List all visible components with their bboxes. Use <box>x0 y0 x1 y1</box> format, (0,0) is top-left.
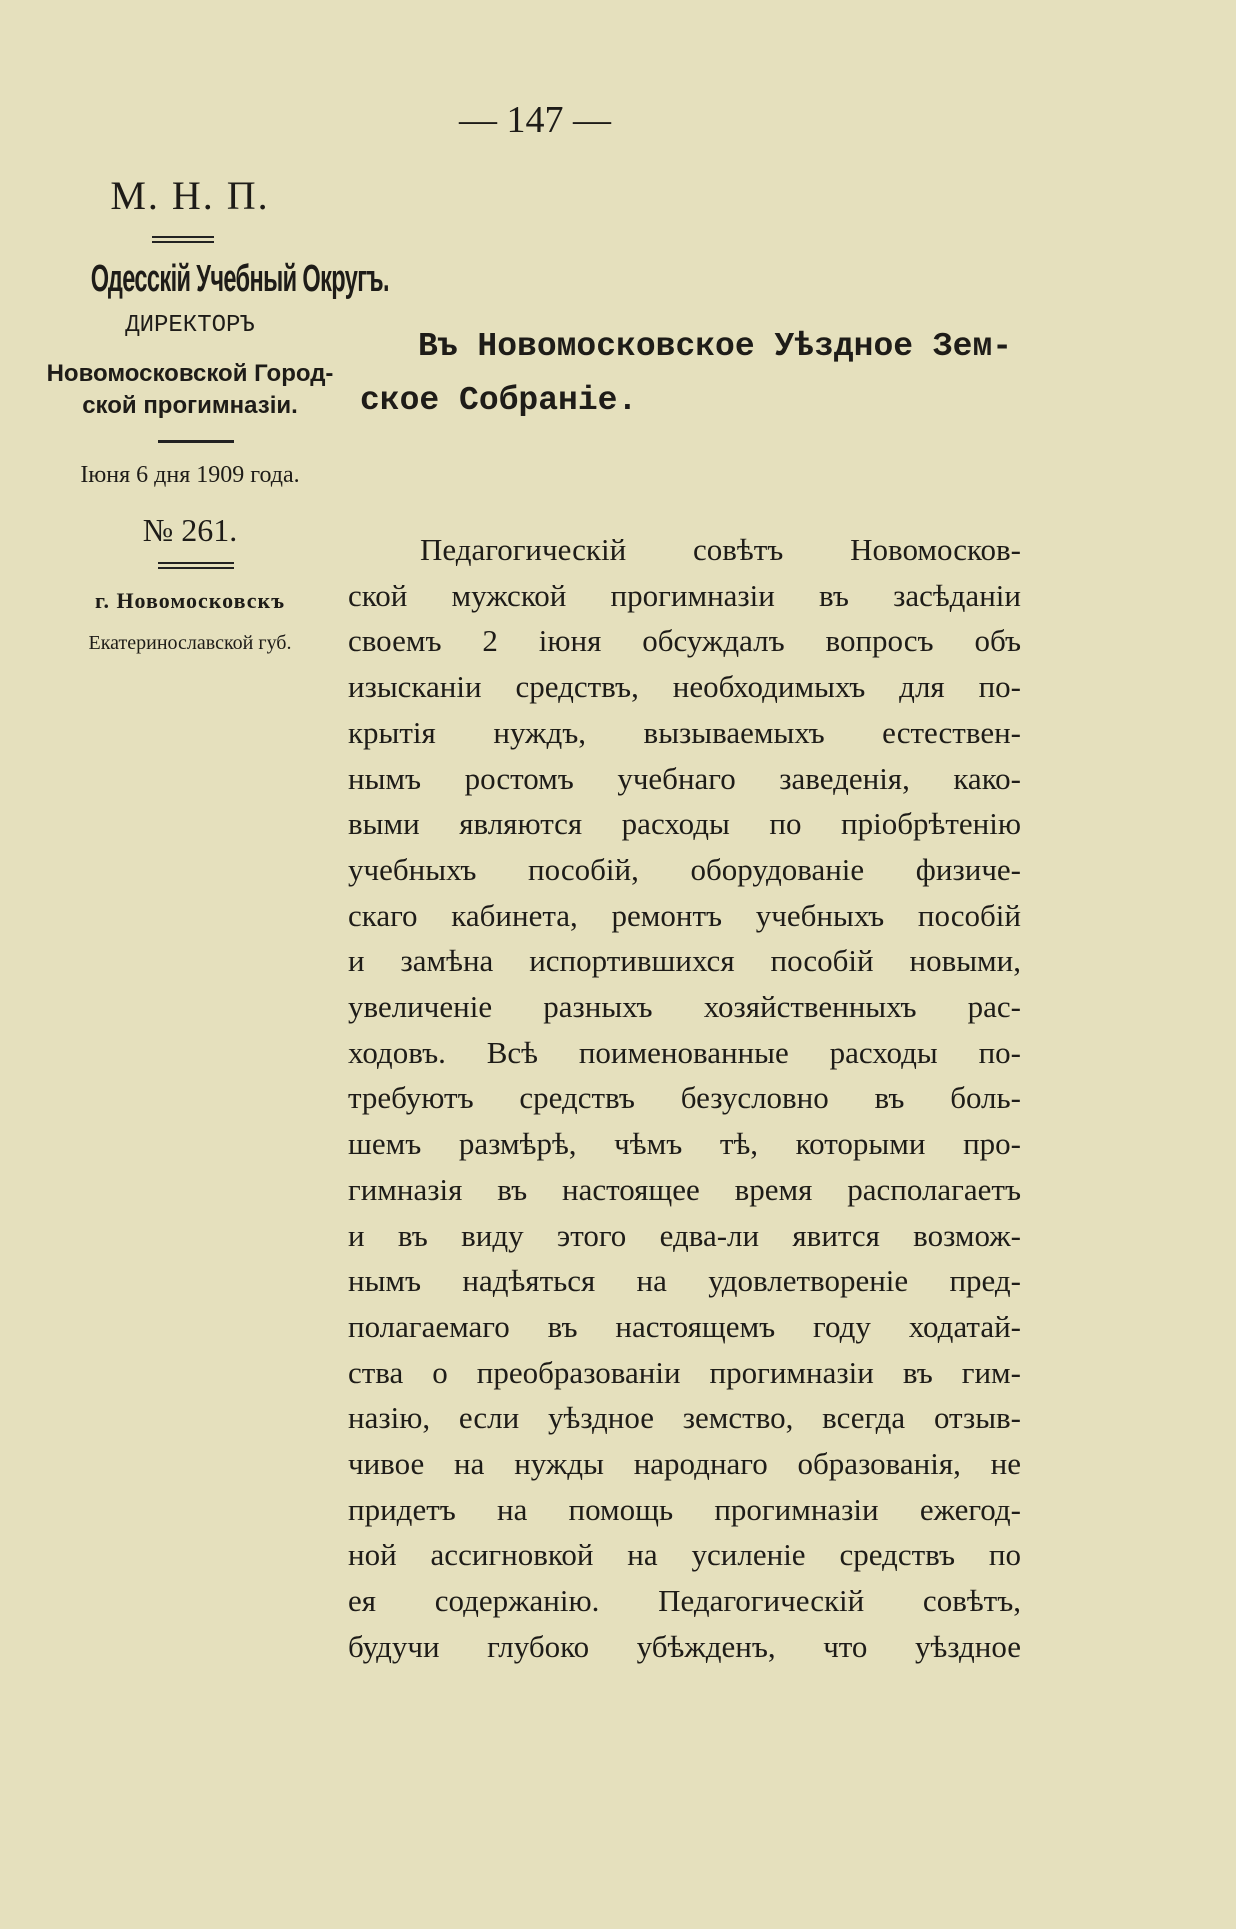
body-line: назію, если уѣздное земство, всегда отзыв- <box>348 1400 1021 1436</box>
body-line: увеличеніе разныхъ хозяйственныхъ рас- <box>348 989 1021 1025</box>
city: г. Новомосковскъ <box>94 588 286 613</box>
body-line: ея содержанію. Педагогическій совѣтъ, <box>348 1583 1021 1619</box>
addressee-heading-line1: Въ Новомосковское Уѣздное Зем- <box>418 328 1013 365</box>
body-line: и замѣна испортившихся пособій новыми, <box>348 943 1021 979</box>
body-line: скаго кабинета, ремонтъ учебныхъ пособій <box>348 897 1021 933</box>
body-line: крытія нуждъ, вызываемыхъ естествен- <box>348 714 1021 750</box>
divider <box>158 440 234 443</box>
body-line: своемъ 2 іюня обсуждалъ вопросъ объ <box>348 623 1021 659</box>
body-line: нымъ ростомъ учебнаго заведенія, како- <box>348 760 1021 796</box>
body-line: нымъ надѣяться на удовлетвореніе пред- <box>348 1263 1021 1299</box>
divider <box>158 562 234 569</box>
body-line: ства о преобразованіи прогимназіи въ гим- <box>348 1354 1021 1390</box>
addressee-heading-line2: ское Собраніе. <box>360 382 638 419</box>
divider <box>152 236 214 243</box>
page-number: — 147 — <box>459 99 611 141</box>
body-line: будучи глубоко убѣжденъ, что уѣздное <box>348 1628 1021 1664</box>
school-name-line2: ской прогимназіи. <box>82 392 298 419</box>
body-line: требуютъ средствъ безусловно въ боль- <box>348 1080 1021 1116</box>
school-name-line1: Новомосковской Город- <box>46 360 334 387</box>
position-title: ДИРЕКТОРЪ <box>125 312 255 339</box>
ministry-abbreviation: М. Н. П. <box>110 173 270 218</box>
body-line: ходовъ. Всѣ поименованные расходы по- <box>348 1034 1021 1070</box>
body-line: Педагогическій совѣтъ Новомосков- <box>420 532 1021 567</box>
body-line: чивое на нужды народнаго образованія, не <box>348 1446 1021 1482</box>
body-line: ской мужской прогимназіи въ засѣданіи <box>348 577 1021 613</box>
body-line: ной ассигновкой на усиленіе средствъ по <box>348 1537 1021 1573</box>
body-line: шемъ размѣрѣ, чѣмъ тѣ, которыми про- <box>348 1126 1021 1162</box>
educational-district: Одесскій Учебный Округъ. <box>90 258 389 300</box>
body-line: учебныхъ пособій, оборудованіе физиче- <box>348 851 1021 887</box>
body-line: гимназія въ настоящее время располагаетъ <box>348 1171 1021 1207</box>
body-line: и въ виду этого едва-ли явится возмож- <box>348 1217 1021 1253</box>
body-line: полагаемаго въ настоящемъ году ходатай- <box>348 1308 1021 1344</box>
letter-number: № 261. <box>142 512 238 548</box>
letter-body <box>348 527 1021 1670</box>
province: Екатеринославской губ. <box>88 632 292 654</box>
letter-date: Іюня 6 дня 1909 года. <box>80 462 300 488</box>
body-line: выми являются расходы по пріобрѣтенію <box>348 806 1021 842</box>
body-line: придетъ на помощь прогимназіи ежегод- <box>348 1491 1021 1527</box>
body-line: изысканіи средствъ, необходимыхъ для по- <box>348 669 1021 705</box>
